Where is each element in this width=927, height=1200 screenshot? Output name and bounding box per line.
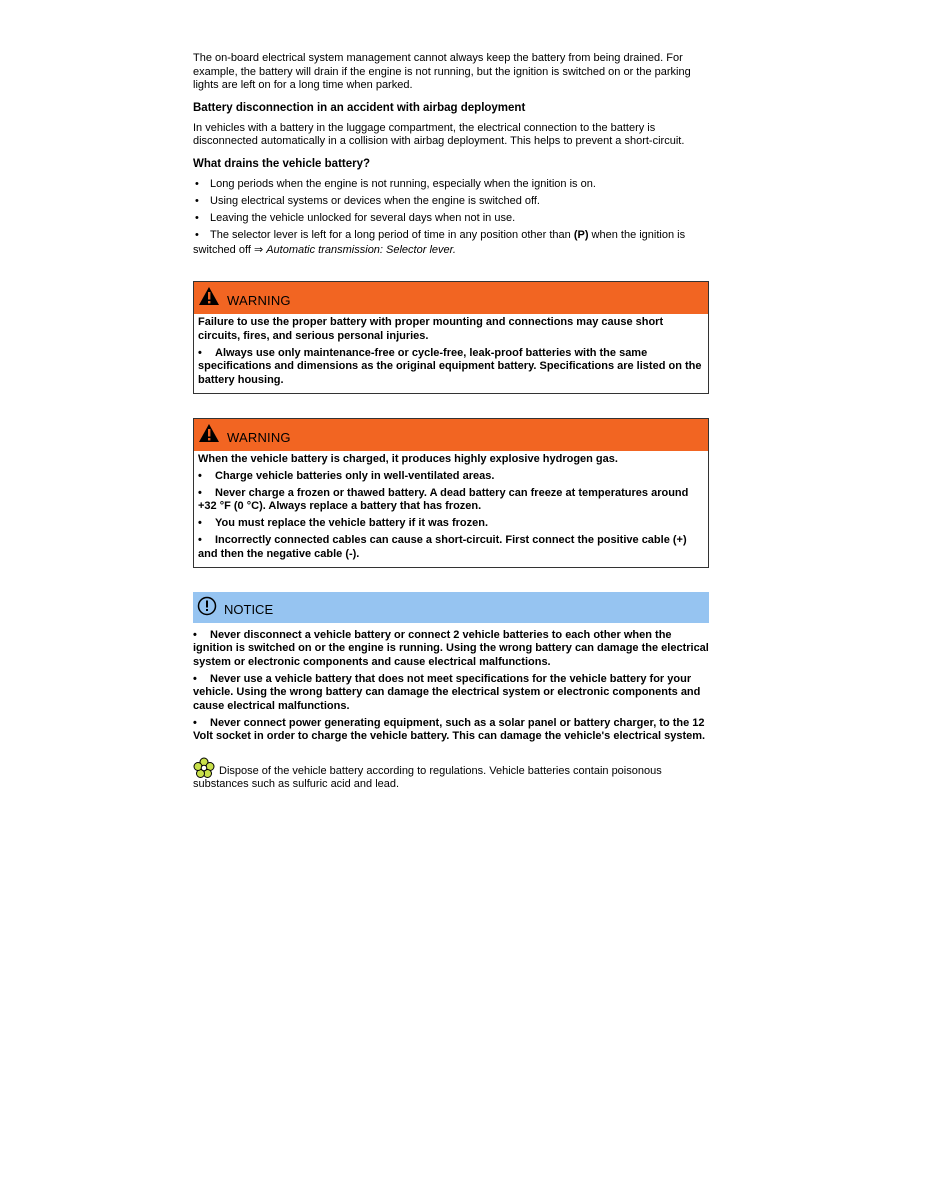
- flower-icon: [193, 757, 215, 779]
- warning-title: WARNING: [227, 293, 291, 308]
- warning-lead: Failure to use the proper battery with proper mounting and connections may cause short circuits, fires, and serious personal injuries.: [198, 316, 664, 342]
- warning-header: [194, 419, 708, 451]
- drains-list: [193, 178, 709, 243]
- warning-box-battery: [193, 281, 709, 394]
- section-heading-drains: What drains the vehicle battery?: [193, 157, 371, 170]
- list-item: • Never connect power generating equipment, such as a solar panel or battery charger, to the 12 Volt socket in order to charge the vehicle battery. This can damage the vehicle's electrical system.: [193, 716, 706, 742]
- environment-text: Dispose of the vehicle battery according to regulations. Vehicle batteries contain poisonous substances such as sulfuric acid and lead.: [193, 764, 662, 790]
- list-item: • You must replace the vehicle battery if it was frozen.: [198, 517, 489, 529]
- warning-triangle-icon: [198, 286, 220, 306]
- warning-lead: When the vehicle battery is charged, it produces highly explosive hydrogen gas.: [198, 452, 618, 465]
- list-item: • Never charge a frozen or thawed battery. A dead battery can freeze at temperatures around +32 °F (0 °C). Always replace a battery that has frozen.: [198, 486, 689, 512]
- manual-page: [193, 52, 709, 792]
- disconnection-paragraph: In vehicles with a battery in the luggage compartment, the electrical connection to the battery is disconnected automatically in a collision with airbag deployment. This helps to prevent a short-circuit.: [193, 121, 685, 147]
- warning-box-hydrogen: [193, 418, 709, 568]
- list-item: • The selector lever is left for a long period of time in any position other than (P) when the ignition is: [195, 228, 686, 241]
- environment-note: [193, 765, 709, 792]
- notice-title: NOTICE: [224, 601, 274, 617]
- list-item: • Using electrical systems or devices when the engine is switched off.: [195, 194, 540, 207]
- list-item: • Never disconnect a vehicle battery or connect 2 vehicle batteries to each other when the ignition is switched on or the engine is running. Using the wrong battery can damage the electrical system or electronic components and cause electrical malfunctions.: [193, 628, 709, 668]
- warning-title: WARNING: [227, 429, 291, 445]
- notice-header: [193, 592, 709, 623]
- intro-paragraph: The on-board electrical system management cannot always keep the battery from being drained. For example, the battery will drain if the engine is not running, but the ignition is switched on or the parking lights are left on for a long time when parked.: [193, 52, 691, 91]
- list-item: • Always use only maintenance-free or cycle-free, leak-proof batteries with the same specifications and dimensions as the original equipment battery. Specifications are listed on the battery housing.: [198, 346, 702, 386]
- list-item: • Leaving the vehicle unlocked for several days when not in use.: [195, 211, 516, 224]
- cross-reference-link[interactable]: Automatic transmission: Selector lever.: [266, 243, 456, 256]
- list-item: • Charge vehicle batteries only in well-ventilated areas.: [198, 469, 495, 482]
- list-item: • Long periods when the engine is not running, especially when the ignition is on.: [195, 177, 596, 190]
- warning-body: [194, 451, 708, 567]
- warning-header: [194, 282, 708, 314]
- notice-box: [193, 592, 709, 744]
- warning-body: [194, 314, 708, 393]
- list-item: • Incorrectly connected cables can cause a short-circuit. First connect the positive cable (+) and then the negative cable (-).: [198, 534, 687, 560]
- notice-body: [193, 623, 709, 744]
- section-heading-disconnection: Battery disconnection in an accident with airbag deployment: [193, 101, 526, 114]
- warning-triangle-icon: [198, 423, 220, 443]
- continuation-line: switched off ⇒ Automatic transmission: Selector lever.: [193, 243, 456, 256]
- list-item: • Never use a vehicle battery that does not meet specifications for the vehicle battery for your vehicle. Using the wrong battery can damage the electrical system or electronic components and cause electrical malfunctions.: [193, 672, 701, 712]
- exclamation-circle-icon: [197, 596, 217, 616]
